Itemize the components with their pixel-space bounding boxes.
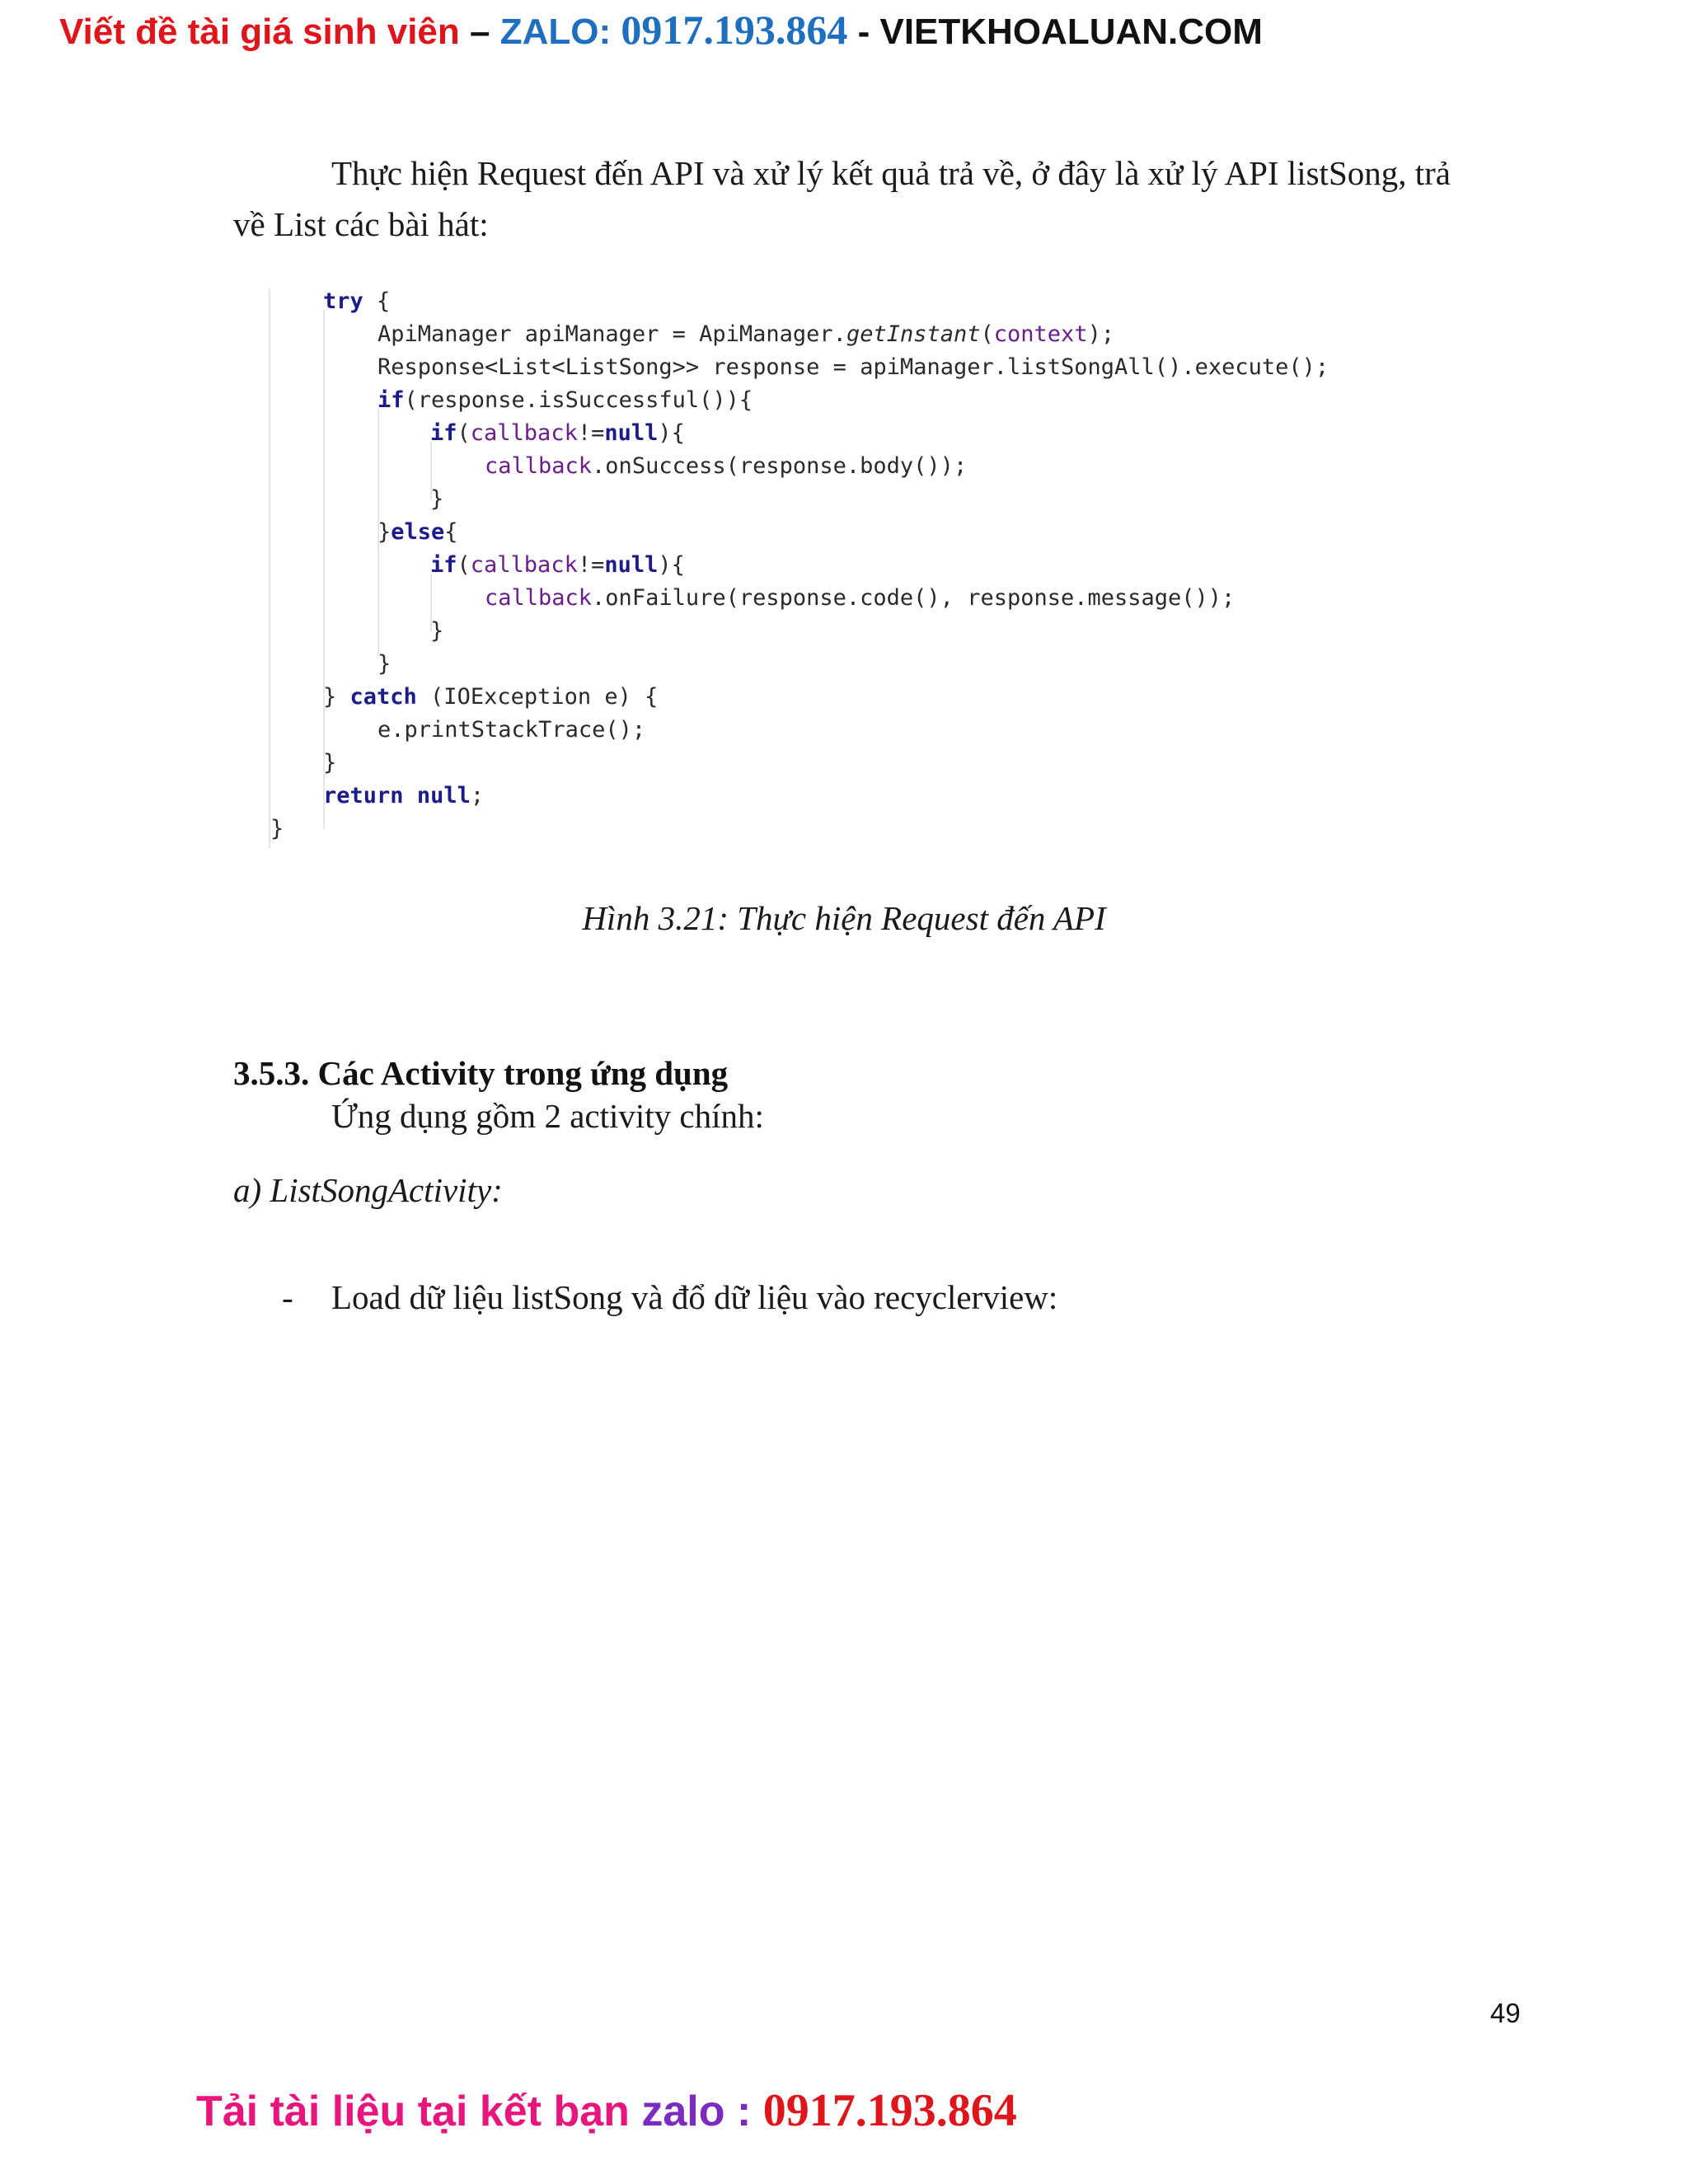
intro-line-1: Thực hiện Request đến API và xử lý kết quả trả về, ở đây là xử lý API listSong, trả bbox=[331, 154, 1451, 192]
page-number: 49 bbox=[1490, 1998, 1521, 2028]
code-line-5: if(callback!=null){ bbox=[430, 420, 685, 446]
code-line-6: callback.onSuccess(response.body()); bbox=[485, 453, 968, 479]
bullet-dash: - bbox=[282, 1278, 293, 1316]
code-line-7: } bbox=[430, 486, 444, 512]
header-site: VIETKHOALUAN.COM bbox=[879, 12, 1263, 52]
bullet-text: Load dữ liệu listSong và đổ dữ liệu vào recyclerview: bbox=[331, 1278, 1058, 1316]
figure-caption: Hình 3.21: Thực hiện Request đến API bbox=[582, 899, 1106, 937]
code-line-2: ApiManager apiManager = ApiManager.getInstant(context); bbox=[377, 321, 1115, 347]
code-line-10: callback.onFailure(response.code(), response.message()); bbox=[485, 585, 1236, 611]
section-heading: 3.5.3. Các Activity trong ứng dụng bbox=[233, 1054, 729, 1092]
code-line-9: if(callback!=null){ bbox=[430, 552, 685, 578]
code-line-16: return null; bbox=[323, 783, 485, 808]
code-line-15: } bbox=[323, 750, 337, 776]
code-line-12: } bbox=[377, 651, 392, 677]
code-line-13: } catch (IOException e) { bbox=[323, 684, 659, 710]
header-title: Viết đề tài giá sinh viên bbox=[59, 12, 460, 52]
header-banner bbox=[59, 5, 1263, 57]
footer-phone: 0917.193.864 bbox=[762, 2085, 1017, 2136]
intro-line-2: về List các bài hát: bbox=[233, 205, 489, 243]
footer-zalo: zalo : bbox=[641, 2088, 763, 2135]
header-zalo-label: ZALO: bbox=[499, 12, 621, 52]
header-separator-2: - bbox=[847, 12, 880, 52]
code-line-3: Response<List<ListSong>> response = apiManager.listSongAll().execute(); bbox=[377, 354, 1329, 380]
code-line-8: }else{ bbox=[377, 519, 458, 545]
code-line-17: } bbox=[270, 816, 284, 841]
indent-guide bbox=[269, 288, 270, 849]
code-line-1: try { bbox=[323, 288, 391, 314]
header-phone: 0917.193.864 bbox=[621, 7, 848, 53]
code-line-4: if(response.isSuccessful()){ bbox=[377, 387, 753, 413]
subsection-heading: a) ListSongActivity: bbox=[233, 1171, 503, 1209]
code-line-14: e.printStackTrace(); bbox=[377, 717, 646, 743]
footer-text: Tải tài liệu tại kết bạn bbox=[196, 2088, 642, 2135]
section-paragraph: Ứng dụng gồm 2 activity chính: bbox=[331, 1097, 764, 1135]
footer-banner bbox=[196, 2082, 1017, 2140]
code-line-11: } bbox=[430, 618, 444, 644]
code-screenshot bbox=[265, 277, 1345, 854]
header-separator: – bbox=[459, 12, 500, 52]
